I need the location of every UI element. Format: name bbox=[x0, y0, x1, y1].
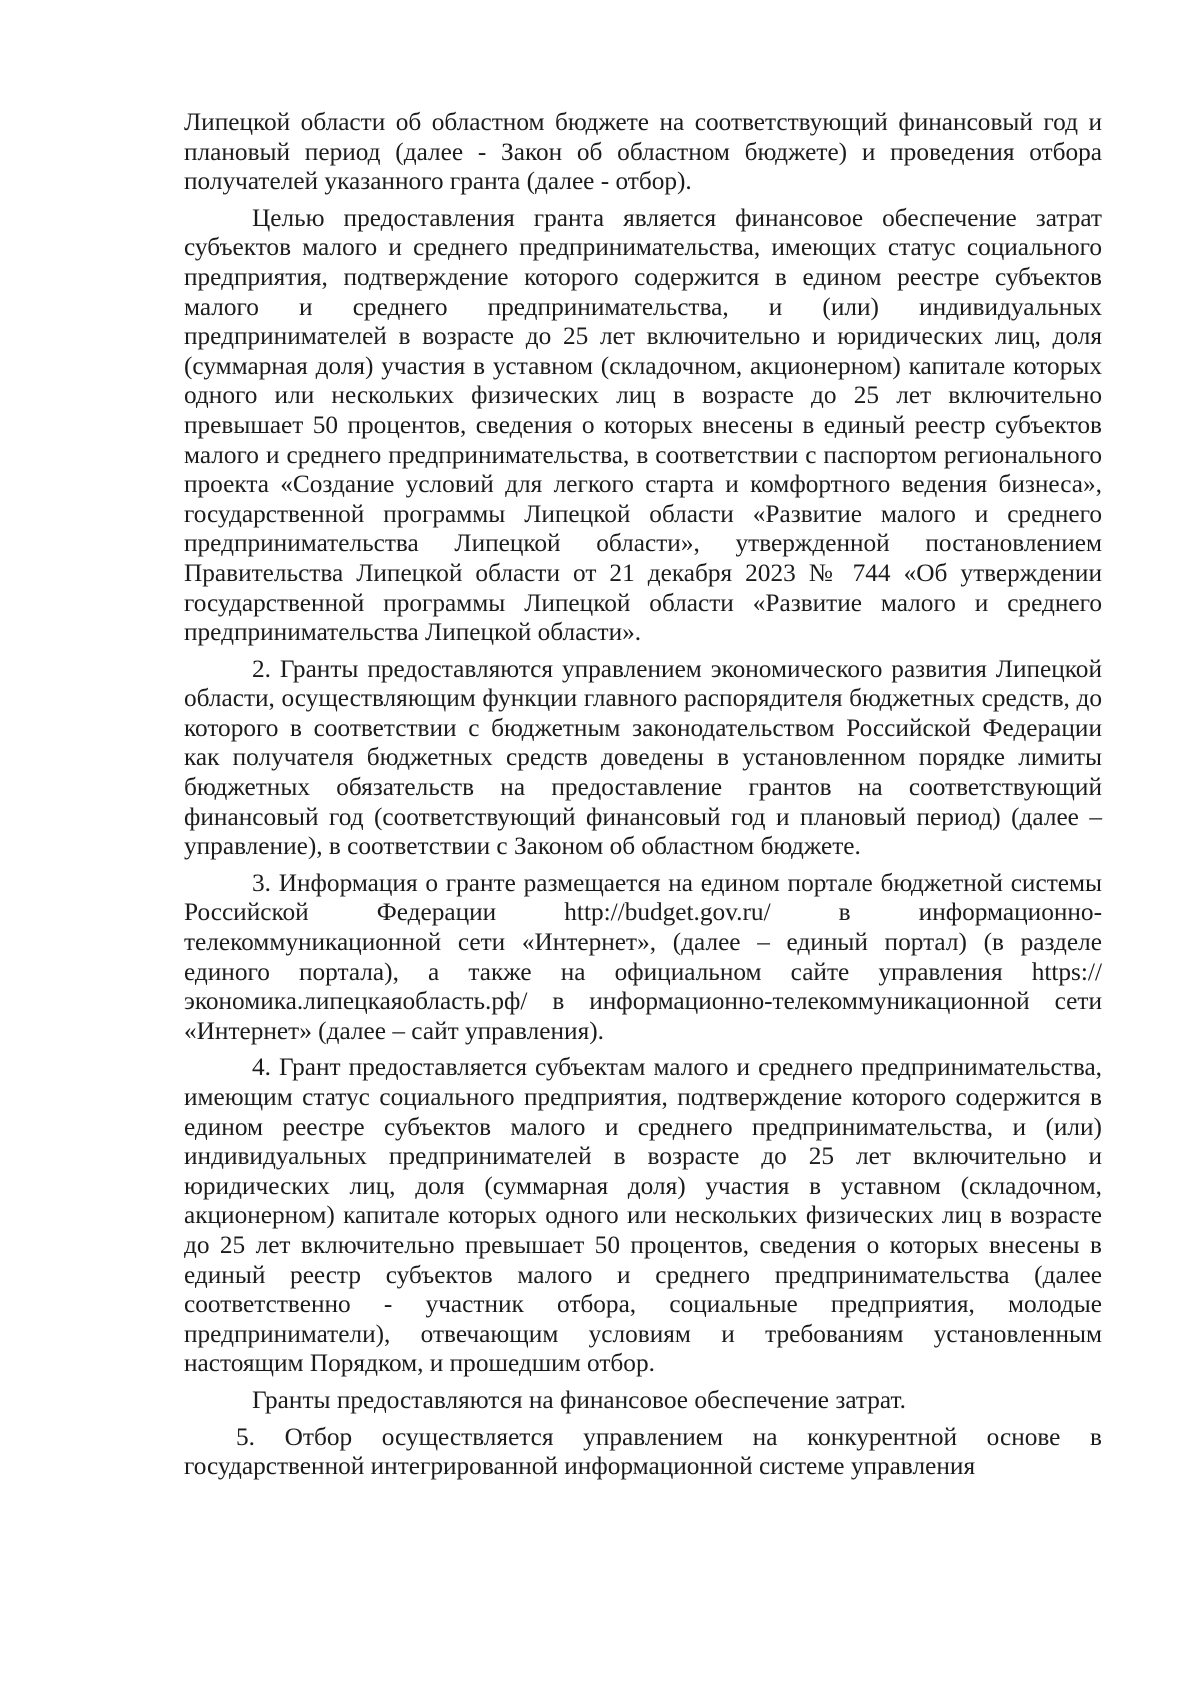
paragraph-item-4: 4. Грант предоставляется субъектам малого и среднего предпринимательства, имеющим статус социального предприятия, подтверждение которого содержится в едином реестре субъектов малого и среднего предпринимательства, и (или) индивидуальных предпринимателей в возрасте до 25 лет включительно и юридических лиц, доля (суммарная доля) участия в уставном (складочном, акционерном) капитале которых одного или нескольких физических лиц в возрасте до 25 лет включительно превышает 50 процентов, сведения о которых внесены в единый реестр субъектов малого и среднего предпринимательства (далее соответственно - участник отбора, социальные предприятия, молодые предприниматели), отвечающим условиям и требованиям установленным настоящим Порядком, и прошедшим отбор. bbox=[184, 1053, 1102, 1378]
document-body bbox=[184, 108, 1102, 1482]
paragraph-item-5: 5. Отбор осуществляется управлением на конкурентной основе в государственной интегрированной информационной системе управления bbox=[184, 1422, 1102, 1481]
paragraph-item-2: 2. Гранты предоставляются управлением экономического развития Липецкой области, осуществляющим функции главного распорядителя бюджетных средств, до которого в соответствии с бюджетным законодательством Российской Федерации как получателя бюджетных средств доведены в установленном порядке лимиты бюджетных обязательств на предоставление грантов на соответствующий финансовый год (соответствующий финансовый год и плановый период) (далее – управление), в соответствии с Законом об областном бюджете. bbox=[184, 654, 1102, 861]
paragraph-grant-purpose: Целью предоставления гранта является финансовое обеспечение затрат субъектов малого и среднего предпринимательства, имеющих статус социального предприятия, подтверждение которого содержится в едином реестре субъектов малого и среднего предпринимательства, и (или) индивидуальных предпринимателей в возрасте до 25 лет включительно и юридических лиц, доля (суммарная доля) участия в уставном (складочном, акционерном) капитале которых одного или нескольких физических лиц в возрасте до 25 лет включительно превышает 50 процентов, сведения о которых внесены в единый реестр субъектов малого и среднего предпринимательства, в соответствии с паспортом регионального проекта «Создание условий для легкого старта и комфортного ведения бизнеса», государственной программы Липецкой области «Развитие малого и среднего предпринимательства Липецкой области», утвержденной постановлением Правительства Липецкой области от 21 декабря 2023 № 744 «Об утверждении государственной программы Липецкой области «Развитие малого и среднего предпринимательства Липецкой области». bbox=[184, 203, 1102, 647]
paragraph-grant-costs: Гранты предоставляются на финансовое обеспечение затрат. bbox=[252, 1385, 906, 1414]
paragraph-continuation: Липецкой области об областном бюджете на соответствующий финансовый год и плановый период (далее - Закон об областном бюджете) и проведения отбора получателей указанного гранта (далее - отбор). bbox=[184, 108, 1102, 196]
paragraph-item-3: 3. Информация о гранте размещается на едином портале бюджетной системы Российской Федерации http://budget.gov.ru/ в информационно-телекоммуникационной сети «Интернет», (далее – единый портал) (в разделе единого портала), а также на официальном сайте управления https://экономика.липецкаяобласть.рф/ в информационно-телекоммуникационной сети «Интернет» (далее – сайт управления). bbox=[184, 868, 1102, 1045]
